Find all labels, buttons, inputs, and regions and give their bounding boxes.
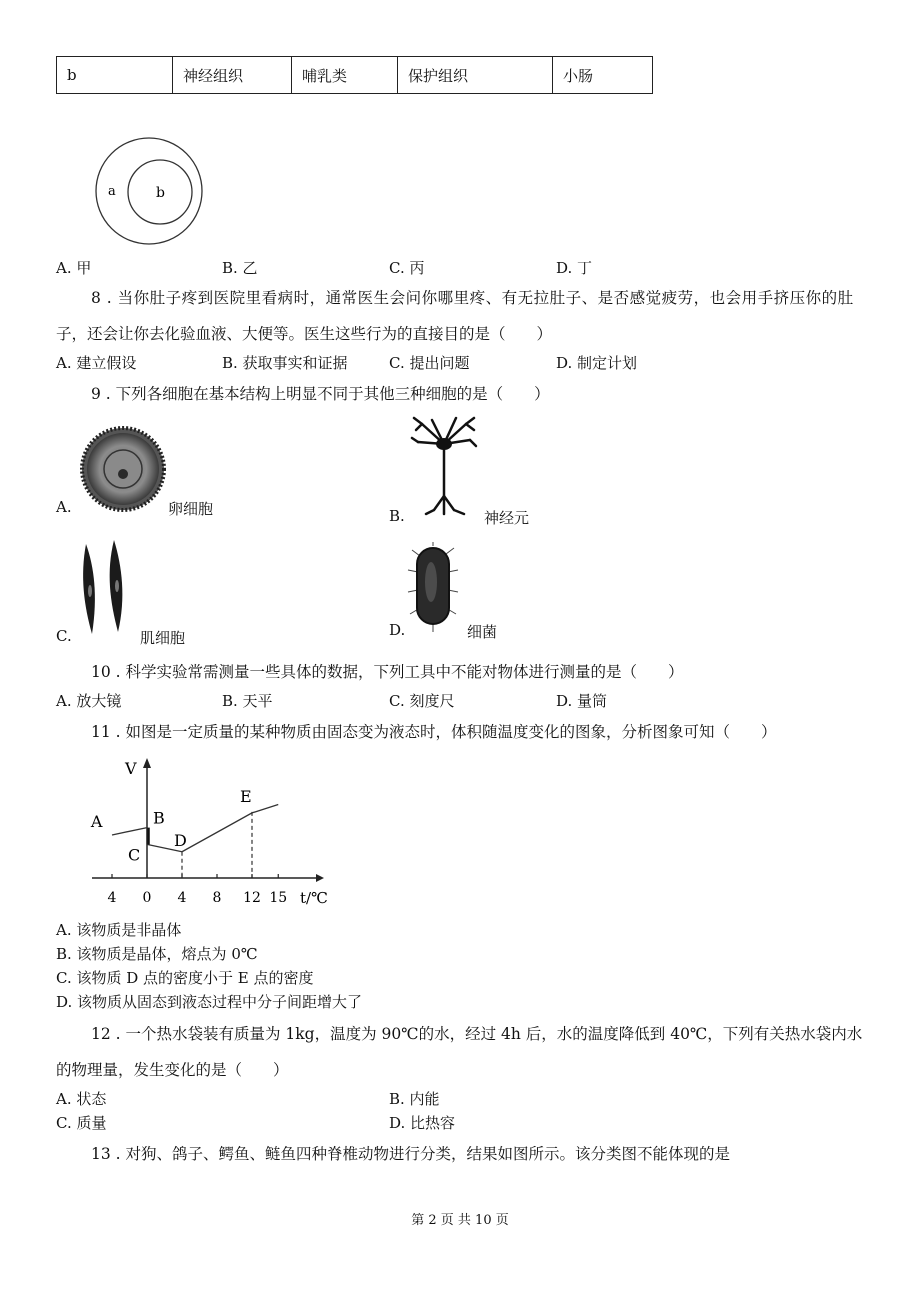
volume-temperature-chart [90,756,335,908]
q9-stem: 9 . 下列各细胞在基本结构上明显不同于其他三种细胞的是（ ） [91,385,550,403]
point-label-a: A [90,811,103,831]
q13-stem: 13 . 对狗、鸽子、鳄鱼、鲢鱼四种脊椎动物进行分类，结果如图所示。该分类图不能体现的是 [91,1145,731,1163]
point-label-c: C [128,845,141,865]
q8-option-a[interactable]: A. 建立假设 [56,354,137,372]
q11-option-b[interactable]: B. 该物质是晶体，熔点为 0℃ [56,945,258,963]
x-tick-label: 0 [142,890,152,906]
q9-option-d-label: 细菌 [467,623,498,641]
q8-stem-line1: 8 . 当你肚子疼到医院里看病时，通常医生会问你哪里疼、有无拉肚子、是否感觉疲劳，也会用手挤压你的肚 [91,289,854,307]
q8-option-b[interactable]: B. 获取事实和证据 [222,354,348,372]
bacterium-image [406,542,460,632]
q10-option-a[interactable]: A. 放大镜 [56,692,122,710]
q9-option-c-label: 肌细胞 [140,629,186,647]
venn-label-a: a [108,184,116,199]
x-tick-label: 12 [243,890,261,906]
q9-option-b-label: 神经元 [484,509,530,527]
q12-option-c[interactable]: C. 质量 [56,1114,107,1132]
classification-table [56,56,653,94]
q9-option-a-label: 卵细胞 [168,500,214,518]
q9-option-a-letter[interactable]: A. [56,498,72,516]
page-footer: 第 2 页 共 10 页 [411,1213,509,1228]
q8-stem-line2: 子，还会让你去化验血液、大便等。医生这些行为的直接目的是（ ） [56,325,553,343]
table-cell: 神经组织 [173,57,292,94]
x-axis-arrow [316,874,324,882]
neuron-image [408,414,480,522]
point-label-d: D [174,830,187,850]
q11-stem: 11 . 如图是一定质量的某种物质由固态变为液态时，体积随温度变化的图象，分析图象可知（ ） [91,723,777,741]
series-line [112,828,147,835]
venn-diagram [94,136,204,246]
table-row [57,57,653,94]
q12-option-a[interactable]: A. 状态 [56,1090,107,1108]
q10-option-d[interactable]: D. 量筒 [556,692,608,710]
q11-option-a[interactable]: A. 该物质是非晶体 [56,921,182,939]
q9-option-c-letter[interactable]: C. [56,627,72,645]
table-cell: 哺乳类 [292,57,398,94]
egg-cell-image [76,424,172,514]
series-line [182,805,278,852]
table-cell: 保护组织 [398,57,553,94]
y-axis-arrow [143,758,151,768]
table-cell: b [57,57,173,94]
q12-option-b[interactable]: B. 内能 [389,1090,440,1108]
q11-option-c[interactable]: C. 该物质 D 点的密度小于 E 点的密度 [56,969,314,987]
x-tick-label: 4 [107,890,117,906]
y-axis-label: V [125,759,137,778]
venn-label-b: b [156,185,165,201]
x-tick-label: 4 [177,890,187,906]
q7-option-c[interactable]: C. 丙 [389,259,425,277]
muscle-cell-image [76,536,134,642]
x-tick-label: 8 [212,890,222,906]
x-tick-label: 15 [269,890,288,906]
q10-stem: 10 . 科学实验常需测量一些具体的数据，下列工具中不能对物体进行测量的是（ ） [91,663,684,681]
point-label-e: E [240,786,252,806]
q8-option-c[interactable]: C. 提出问题 [389,354,470,372]
q12-option-d[interactable]: D. 比热容 [389,1114,456,1132]
x-axis-label: t/℃ [300,889,328,907]
q10-option-b[interactable]: B. 天平 [222,692,273,710]
q7-option-a[interactable]: A. 甲 [56,259,92,277]
table-cell: 小肠 [553,57,653,94]
q7-option-b[interactable]: B. 乙 [222,259,258,277]
q7-option-d[interactable]: D. 丁 [556,259,593,277]
q12-stem-line1: 12 . 一个热水袋装有质量为 1kg，温度为 90℃的水，经过 4h 后，水的温度降低到 40℃，下列有关热水袋内水 [91,1025,863,1043]
q10-option-c[interactable]: C. 刻度尺 [389,692,455,710]
point-label-b: B [153,808,165,828]
q11-option-d[interactable]: D. 该物质从固态到液态过程中分子间距增大了 [56,993,363,1011]
q12-stem-line2: 的物理量，发生变化的是（ ） [56,1061,289,1079]
q9-option-b-letter[interactable]: B. [389,507,405,525]
q9-option-d-letter[interactable]: D. [389,621,406,639]
q8-option-d[interactable]: D. 制定计划 [556,354,638,372]
